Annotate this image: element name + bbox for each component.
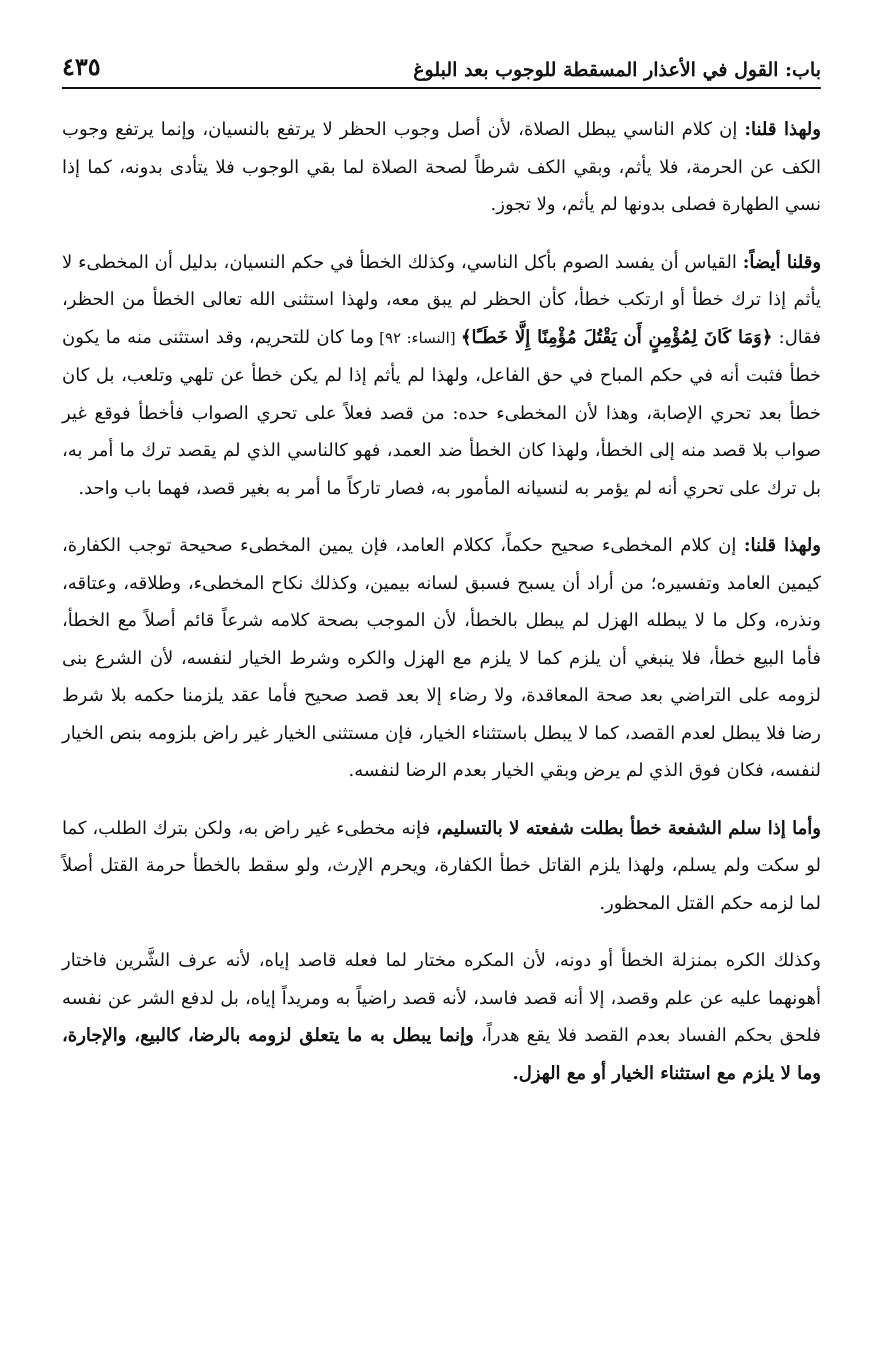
verse-reference: [النساء: ٩٢]: [373, 328, 461, 347]
paragraph-text: إن كلام المخطىء صحيح حكماً، ككلام العامد، فإن يمين المخطىء صحيحة توجب الكفارة، كيمين العامد وتفسيره؛ من أراد أن يسبح فسبق لسانه بيمين، وكذلك نكاح المخطىء، وطلاقه، وعتاقه، ونذره، وكل ما لا يبطله الهزل لم يبطل بالخطأ، لأن الموجب بصحة كلامه شرعاً قائم أصلاً مع الخطأ، فأما البيع خطأ، فلا ينبغي أن يلزم كما لا يلزم مع الهزل والكره وشرط الخيار لنفسه، لأن الشرع بنى لزومه على التراضي بعد صحة المعاقدة، ولا رضاء إلا بعد قصد صحيح فأما عقد يلزمنا حكمه بلا شرط رضا فلا يبطل لعدم القصد، كما لا يبطل باستثناء الخيار، فإن مستثنى الخيار غير راض بلزومه بنص الخيار لنفسه، فكان فوق الذي لم يرض وبقي الخيار بعدم الرضا لنفسه.: [62, 535, 821, 781]
paragraph-5: [62, 942, 821, 1092]
paragraph-4: [62, 810, 821, 923]
paragraph-emphasis: وإنما يبطل به ما يتعلق لزومه بالرضا، كالبيع، والإجارة، وما لا يلزم مع استثناء الخيار أو مع الهزل.: [62, 1025, 821, 1084]
quran-verse: ﴿وَمَا كَانَ لِمُؤْمِنٍ أَن يَقْتُلَ مُؤْمِنًا إِلَّا خَطَـًٔا﴾: [460, 326, 773, 348]
paragraph-lead: وكذلك الكره بمنزلة الخطأ أو دونه،: [545, 950, 821, 971]
paragraph-lead: وأما إذا سلم الشفعة خطأ بطلت شفعته لا بالتسليم،: [436, 817, 821, 839]
paragraph-text-continued: وما كان للتحريم، وقد استثنى منه ما يكون خطأ فثبت أنه في حكم المباح في حق الفاعل، ولهذا لم يأثم إذا لم يكن خطأ عن تلهي وتلعب، بل كان خطأ بعد تحري الإصابة، وهذا لأن المخطىء حده: من قصد فعلاً على تحري الصواب فأخطأ فوقع غير صواب بلا قصد منه إلى الخطأ، ولهذا كان الخطأ ضد العمد، فهو كالناسي الذي لم يقصد ترك ما أمر به، بل ترك على تحري أنه لم يؤمر به لنسيانه المأمور به، فصار تاركاً ما أمر به بغير قصد، فهما باب واحد.: [62, 326, 821, 499]
paragraph-text: لأن المكره مختار لما فعله قاصد إياه، لأنه عرف الشَّرين فاختار أهونهما عليه عن علم وقصد، إلا أنه قصد فاسد، لأنه قصد راضياً به ومريداً إياه، بل لدفع الشر عن نفسه فلحق بحكم الفساد بعدم القصد فلا يقع هدراً،: [62, 950, 821, 1046]
paragraph-lead: وقلنا أيضاً:: [742, 251, 822, 273]
paragraph-3: [62, 527, 821, 790]
paragraph-text: إن كلام الناسي يبطل الصلاة، لأن أصل وجوب الحظر لا يرتفع بالنسيان، وإنما يرتفع وجوب الكف عن الحرمة، فلا يأثم، وبقي الكف شرطاً لصحة الصلاة لما بقي الوجوب فلا يتأدى بدونه، كما إذا نسي الطهارة فصلى بدونها لم يأثم، ولا تجوز.: [62, 119, 821, 215]
chapter-title: باب: القول في الأعذار المسقطة للوجوب بعد البلوغ: [413, 59, 821, 81]
page-number: ٤٣٥: [62, 52, 101, 81]
paragraph-text: القياس أن يفسد الصوم بأكل الناسي، وكذلك الخطأ في حكم النسيان، بدليل أن المخطىء لا يأثم إذا ترك خطأ أو ارتكب خطأ، كأن الحظر لم يبق معه، ولهذا استثنى الله تعالى الخطأ من الحظر، فقال:: [62, 251, 822, 348]
paragraph-text: فإنه مخطىء غير راض به، ولكن بترك الطلب، كما لو سكت ولم يسلم، ولهذا يلزم القاتل خطأ الكفارة، ويحرم الإرث، ولو سقط بالخطأ حرمة القتل أصلاً لما لزمه حكم القتل المحظور.: [62, 817, 821, 914]
running-header: [62, 52, 821, 89]
paragraph-2: [62, 244, 821, 508]
paragraph-1: [62, 111, 821, 224]
paragraph-lead: ولهذا قلنا:: [743, 535, 821, 556]
paragraph-lead: ولهذا قلنا:: [744, 119, 821, 140]
